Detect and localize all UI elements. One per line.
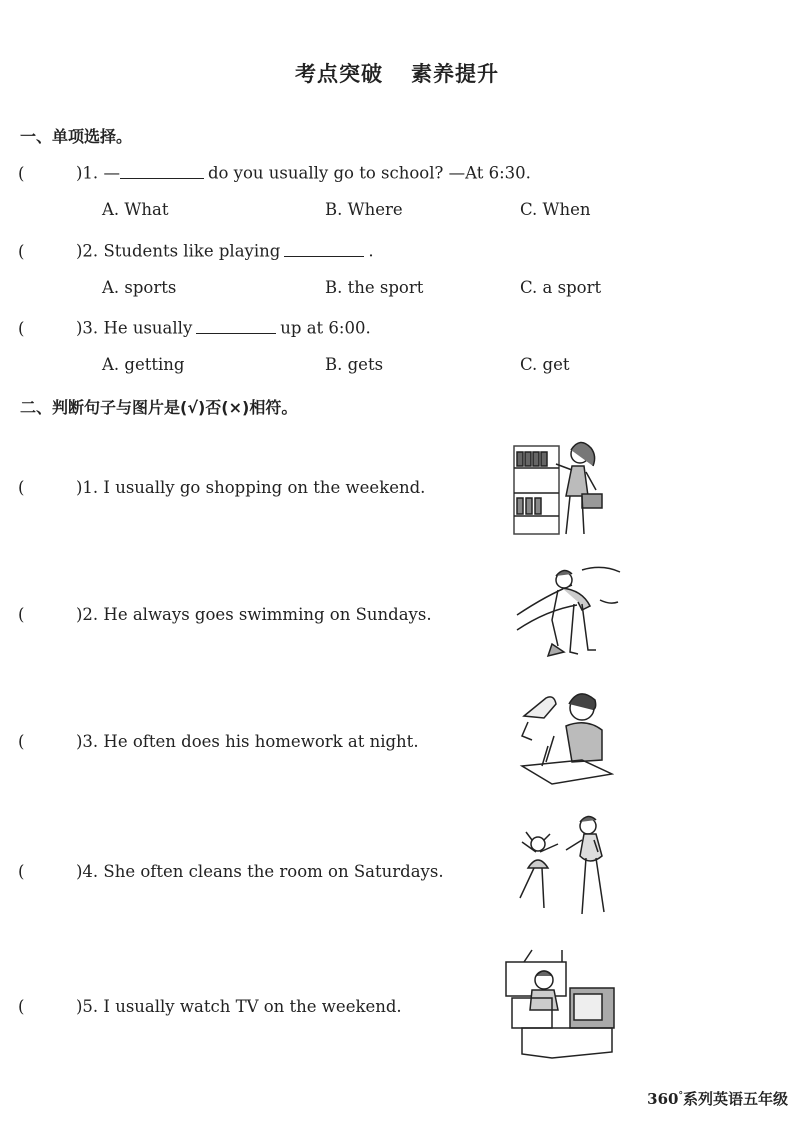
question-1: ( )1. — do you usually go to school? —At 6:30. bbox=[18, 161, 531, 183]
title-right: 素养提升 bbox=[411, 62, 499, 86]
title-left: 考点突破 bbox=[295, 62, 383, 86]
answer-bracket[interactable]: ( bbox=[18, 318, 25, 338]
option-c[interactable]: C. a sport bbox=[520, 278, 602, 297]
section2-heading: 二、判断句子与图片是(√)否(×)相符。 bbox=[20, 398, 298, 417]
question-3: ( )3. He usually up at 6:00. bbox=[18, 316, 371, 338]
option-c[interactable]: C. When bbox=[520, 200, 591, 219]
girl-watching-tv-picture bbox=[502, 948, 620, 1068]
question-2: ( )2. Students like playing . bbox=[18, 239, 374, 261]
judge-item-3: ( )3. He often does his homework at night. bbox=[18, 732, 419, 751]
answer-bracket[interactable]: ( bbox=[18, 478, 25, 497]
answer-blank[interactable] bbox=[120, 161, 204, 179]
option-b[interactable]: B. gets bbox=[325, 355, 384, 374]
option-b[interactable]: B. Where bbox=[325, 200, 403, 219]
boy-sweeping-picture bbox=[512, 560, 622, 665]
judge-item-1: ( )1. I usually go shopping on the weekend. bbox=[18, 478, 426, 497]
series-footer: 360°系列英语五年级 bbox=[647, 1090, 788, 1108]
answer-blank[interactable] bbox=[196, 316, 276, 334]
section1-heading: 一、单项选择。 bbox=[20, 127, 133, 146]
option-a[interactable]: A. getting bbox=[102, 355, 185, 374]
answer-bracket[interactable]: ( bbox=[18, 241, 25, 261]
option-b[interactable]: B. the sport bbox=[325, 278, 424, 297]
judge-item-4: ( )4. She often cleans the room on Saturdays. bbox=[18, 862, 444, 881]
answer-bracket[interactable]: ( bbox=[18, 732, 25, 751]
judge-item-5: ( )5. I usually watch TV on the weekend. bbox=[18, 997, 402, 1016]
answer-bracket[interactable]: ( bbox=[18, 163, 25, 183]
girl-shopping-picture bbox=[512, 438, 607, 538]
girl-dancing-picture bbox=[506, 812, 631, 930]
boy-homework-picture bbox=[514, 686, 614, 791]
answer-bracket[interactable]: ( bbox=[18, 862, 25, 881]
answer-bracket[interactable]: ( bbox=[18, 605, 25, 624]
answer-bracket[interactable]: ( bbox=[18, 997, 25, 1016]
option-c[interactable]: C. get bbox=[520, 355, 570, 374]
option-a[interactable]: A. sports bbox=[102, 278, 177, 297]
page-title bbox=[0, 58, 794, 88]
judge-item-2: ( )2. He always goes swimming on Sundays. bbox=[18, 605, 432, 624]
option-a[interactable]: A. What bbox=[102, 200, 169, 219]
answer-blank[interactable] bbox=[284, 239, 364, 257]
